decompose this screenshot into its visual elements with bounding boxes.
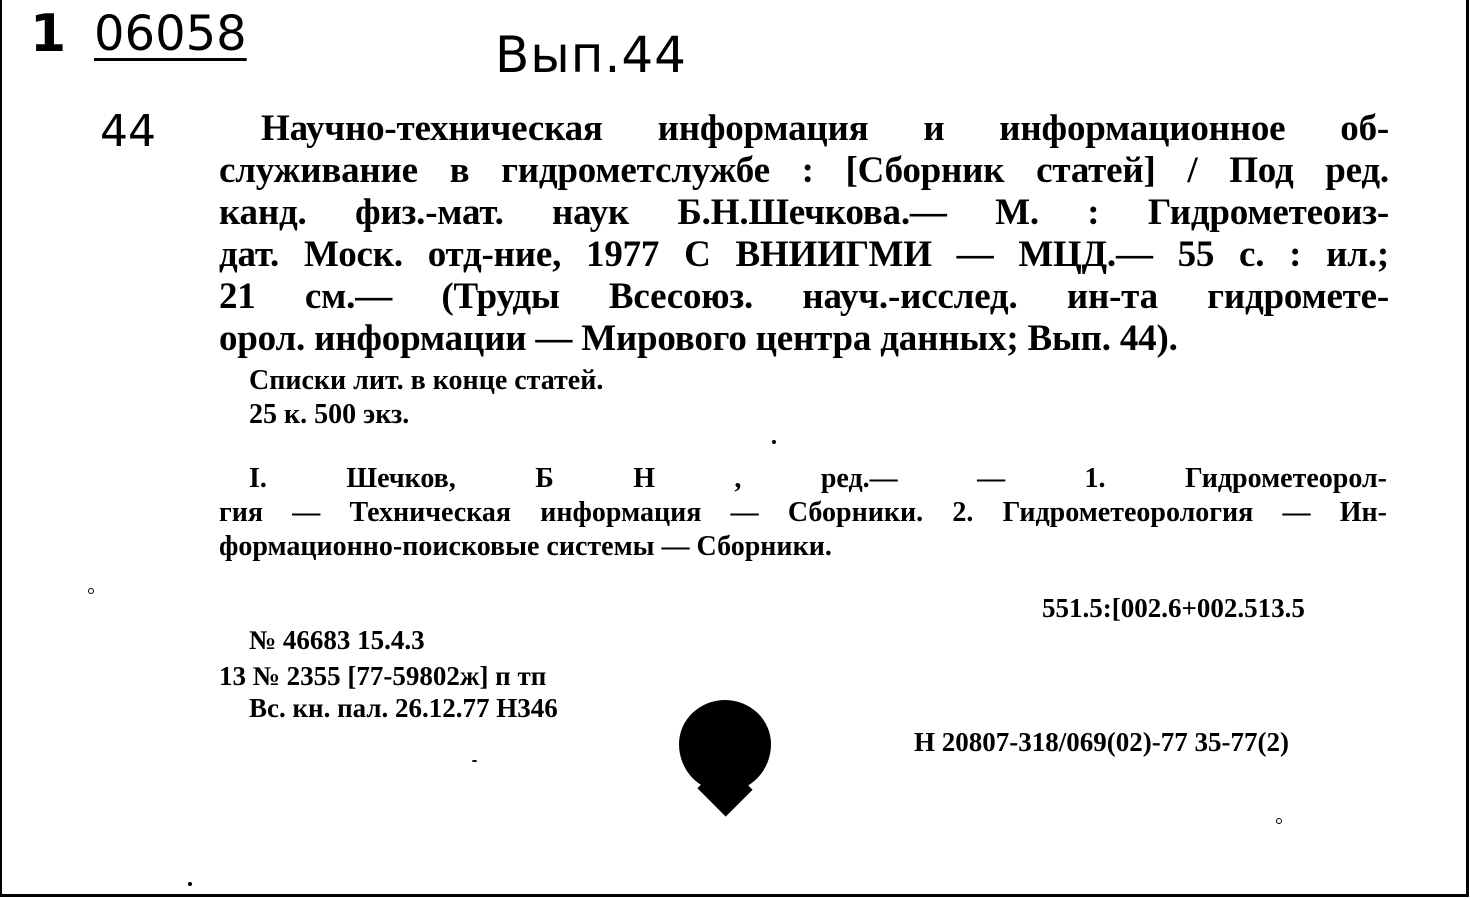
classification-code: Н 20807-318/069(02)-77 35-77(2) [914,727,1289,757]
description-line-4: дат. Моск. отд-ние, 1977 С ВНИИГМИ — МЦД.— 55 с. : ил.; [219,234,1389,275]
ink-speck [772,440,776,444]
description-line-2: служивание в гидрометслужбе : [Сборник статей] / Под ред. [219,150,1389,191]
description-line-6: орол. информации — Мирового центра данных; Вып. 44). [219,318,1178,359]
price-edition-note: 25 к. 500 экз. [249,399,410,430]
ink-speck [472,760,477,762]
description-line-5: 21 см.— (Труды Всесоюз. науч.-исслед. ин-та гидромете- [219,276,1389,317]
order-number: № 46683 15.4.3 [249,625,425,655]
registration-prefix: 1 [30,4,65,64]
bibliography-note: Списки лит. в конце статей. [249,365,604,396]
book-chamber-line: Вс. кн. пал. 26.12.77 Н346 [249,693,558,723]
shelf-number: 44 [100,106,156,157]
ink-blot [679,700,771,792]
description-line-3: канд. физ.-мат. наук Б.Н.Шечкова.— М. : Гидрометеоиз- [219,192,1389,233]
card-print-number: 13 № 2355 [77-59802ж] п тп [219,661,547,691]
subject-heading-line-3: формационно-поисковые системы — Сборники. [219,531,832,562]
subject-heading-line-1: I. Шечков, Б Н , ред.— — 1. Гидрометеорол- [249,463,1387,494]
subject-heading-line-2: гия — Техническая информация — Сборники. 2. Гидрометеорология — Ин- [219,497,1387,528]
description-line-1: Научно-техническая информация и информационное об- [261,108,1389,149]
udc-code: 551.5:[002.6+002.513.5 [1042,593,1305,623]
registration-number: 06058 [94,6,247,62]
ink-speck [188,882,192,886]
issue-label: Вып.44 [495,26,687,84]
ink-speck [88,588,94,594]
ink-speck [1276,818,1282,824]
